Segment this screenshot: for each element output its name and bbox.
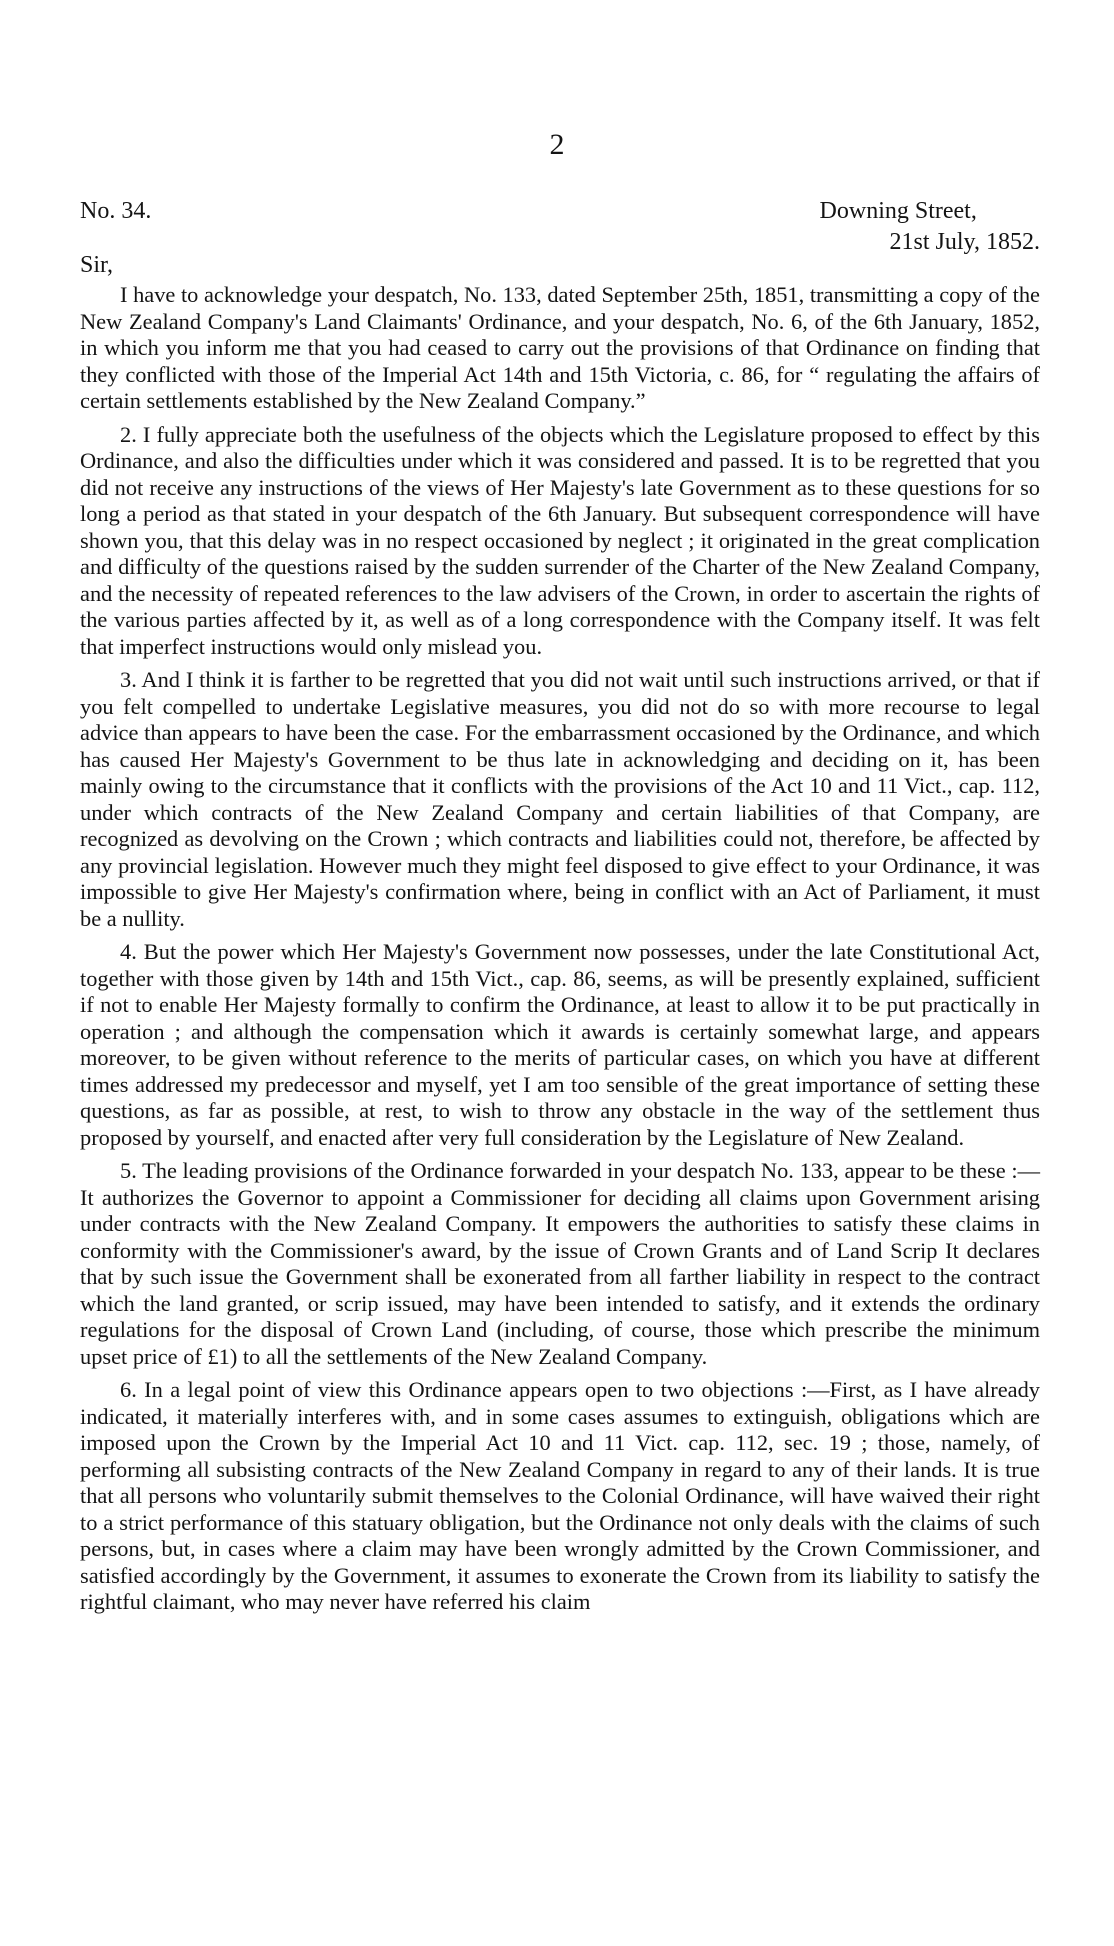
paragraph-2: 2. I fully appreciate both the usefulness of the objects which the Legislature proposed to effect by this Ordinance, and also the difficulties under which it was considered and passed. It is to be regretted that you did not receive any instructions of the views of Her Majesty's late Government as to these questions for so long a period as that stated in your despatch of the 6th January. But subsequent correspondence will have shown you, that this delay was in no respect occasioned by neglect ; it originated in the great complication and difficulty of the questions raised by the sudden surrender of the Charter of the New Zealand Company, and the necessity of repeated references to the law advisers of the Crown, in order to ascertain the rights of the various parties affected by it, as well as of a long correspondence with the Company itself. It was felt that imperfect instructions would only mislead you. [80, 421, 1040, 659]
address-block [820, 198, 1040, 256]
despatch-number: No. 34. [80, 198, 152, 224]
page-number: 2 [549, 128, 565, 161]
letter-date: 21st July, 1852. [889, 229, 1040, 255]
paragraph-5: 5. The leading provisions of the Ordinance forwarded in your despatch No. 133, appear to be these :—It authorizes the Governor to appoint a Commissioner for deciding all claims upon Government arising under contracts with the New Zealand Company. It empowers the authorities to satisfy these claims in conformity with the Commissioner's award, by the issue of Crown Grants and of Land Scrip It declares that by such issue the Government shall be exonerated from all farther liability in respect to the contract which the land granted, or scrip issued, may have been intended to satisfy, and it extends the ordinary regulations for the disposal of Crown Land (including, of course, those which prescribe the minimum upset price of £1) to all the settlements of the New Zealand Company. [80, 1158, 1040, 1369]
salutation: Sir, [80, 252, 114, 278]
letter-header [80, 198, 1040, 278]
paragraph-4: 4. But the power which Her Majesty's Government now possesses, under the late Constitutional Act, together with those given by 14th and 15th Vict., cap. 86, seems, as will be presently explained, sufficient if not to enable Her Majesty formally to confirm the Ordinance, at least to allow it to be put practically in operation ; and although the compensation which it awards is certainly somewhat large, and appears moreover, to be given without reference to the merits of particular cases, on which you have at different times addressed my predecessor and myself, yet I am too sensible of the great importance of setting these questions, as far as possible, at rest, to wish to throw any obstacle in the way of the settlement thus proposed by yourself, and enacted after very full consideration by the Legislature of New Zealand. [80, 939, 1040, 1150]
paragraph-3: 3. And I think it is farther to be regretted that you did not wait until such instructions arrived, or that if you felt compelled to undertake Legislative measures, you did not do so with more recourse to legal advice than appears to have been the case. For the embarrassment occasioned by the Ordinance, and which has caused Her Majesty's Government to be thus late in acknowledging and deciding on it, has been mainly owing to the circumstance that it conflicts with the provisions of the Act 10 and 11 Vict., cap. 112, under which contracts of the New Zealand Company and certain liabilities of that Company, are recognized as devolving on the Crown ; which contracts and liabilities could not, therefore, be affected by any provincial legislation. However much they might feel disposed to give effect to your Ordinance, it was impossible to give Her Majesty's confirmation where, being in conflict with an Act of Parliament, it must be a nullity. [80, 667, 1040, 931]
street-address: Downing Street, [819, 198, 977, 224]
paragraph-1: I have to acknowledge your despatch, No. 133, dated September 25th, 1851, transmitting a copy of the New Zealand Company's Land Claimants' Ordinance, and your despatch, No. 6, of the 6th January, 1852, in which you inform me that you had ceased to carry out the provisions of that Ordinance on finding that they conflicted with those of the Imperial Act 14th and 15th Victoria, c. 86, for “ regulating the affairs of certain settlements established by the New Zealand Company.” [80, 282, 1040, 413]
letter-body [80, 282, 1040, 1623]
paragraph-6: 6. In a legal point of view this Ordinance appears open to two objections :—First, as I have already indicated, it materially interferes with, and in some cases assumes to extinguish, obligations which are imposed upon the Crown by the Imperial Act 10 and 11 Vict. cap. 112, sec. 19 ; those, namely, of performing all subsisting contracts of the New Zealand Company in regard to any of their lands. It is true that all persons who voluntarily submit themselves to the Colonial Ordinance, will have waived their right to a strict performance of this statuary obligation, but the Ordinance not only deals with the claims of such persons, but, in cases where a claim may have been wrongly admitted by the Crown Commissioner, and satisfied accordingly by the Government, it assumes to exonerate the Crown from its liability to satisfy the rightful claimant, who may never have referred his claim [80, 1377, 1040, 1614]
